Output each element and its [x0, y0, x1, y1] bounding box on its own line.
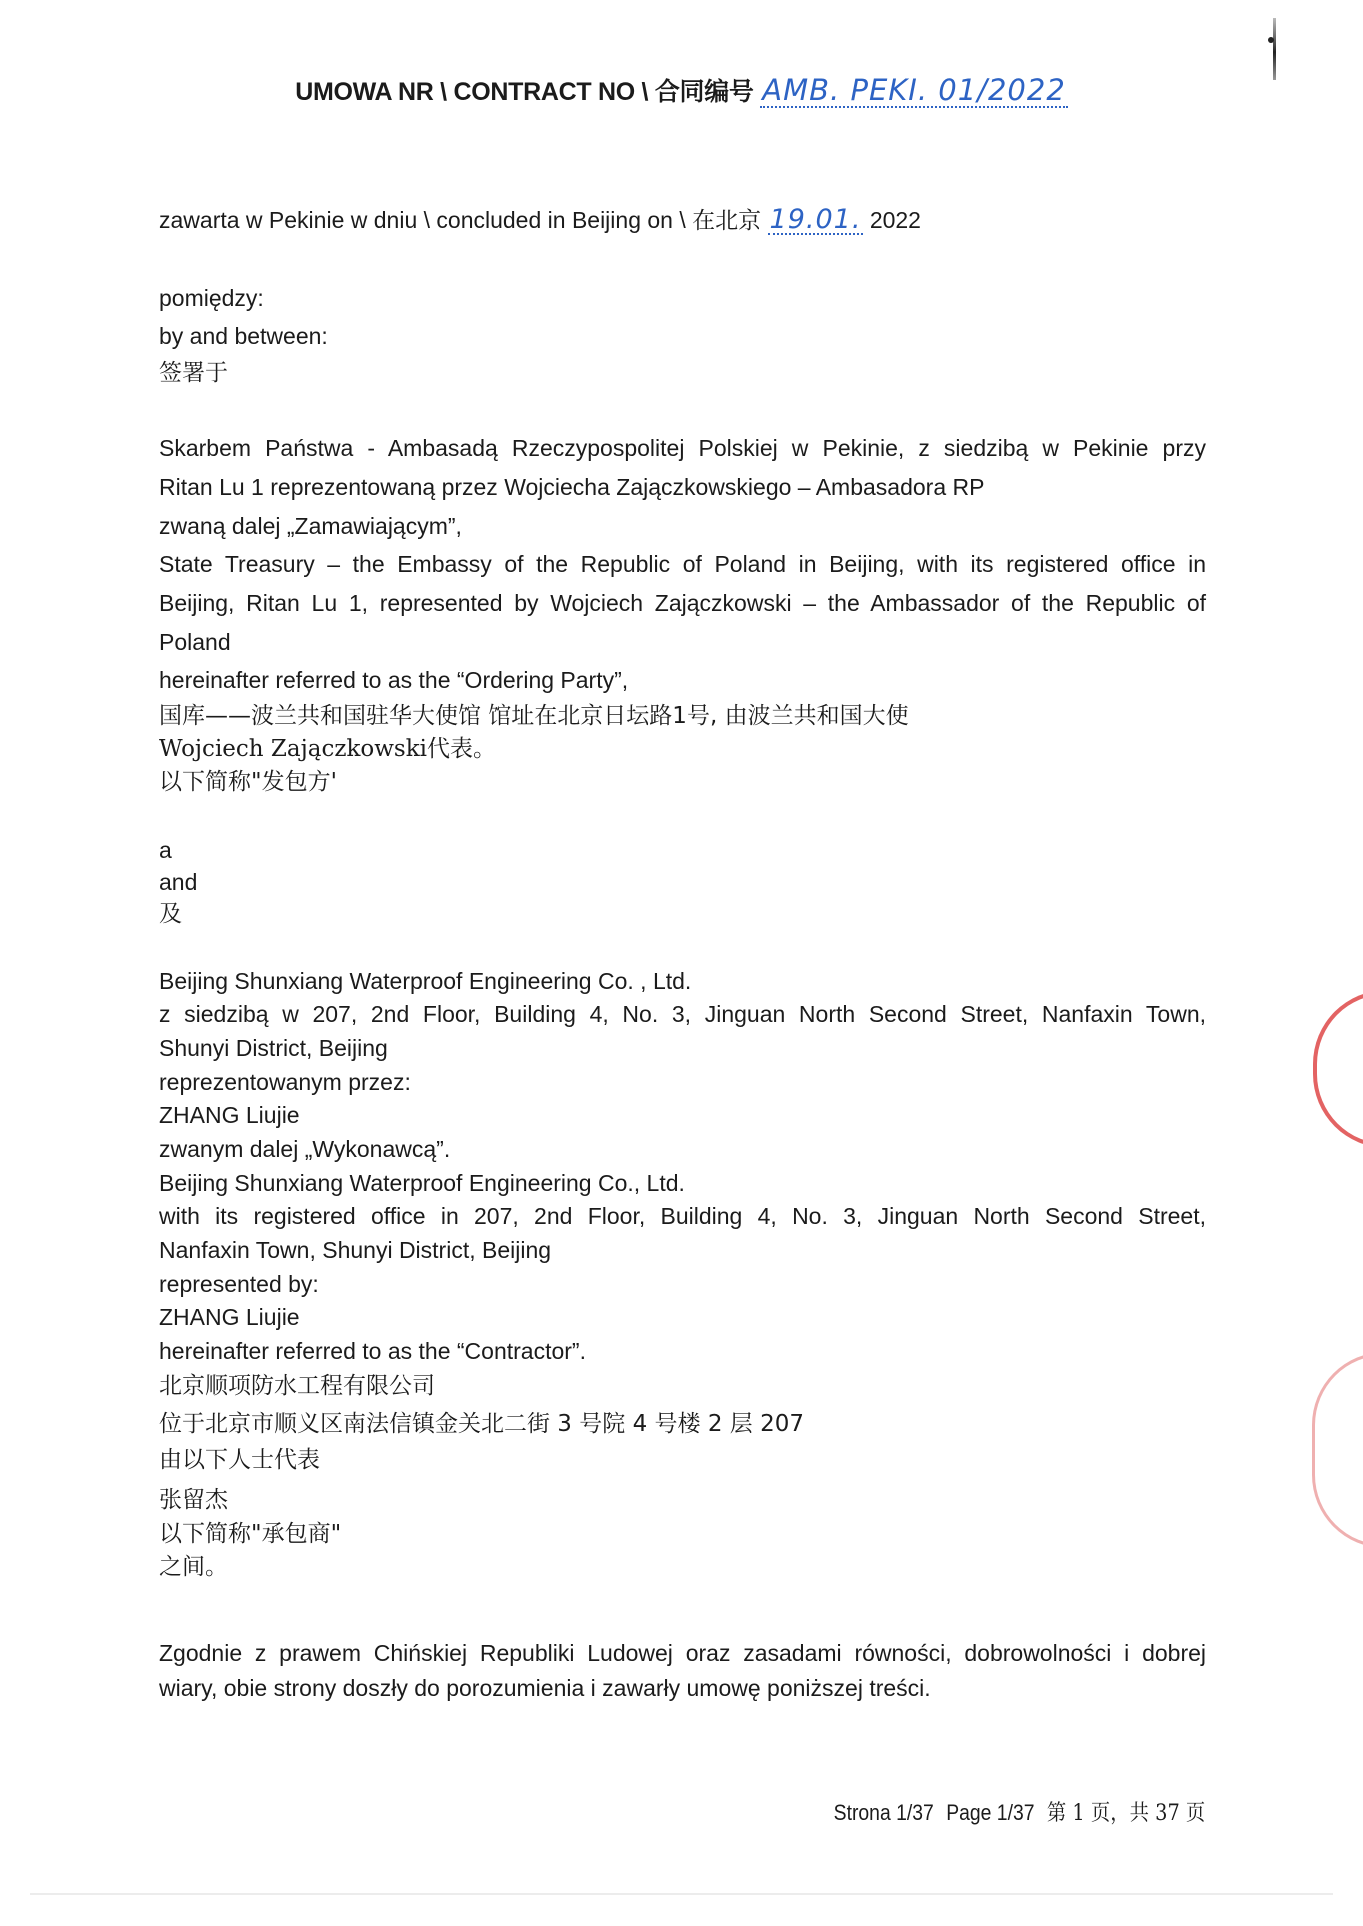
- page-footer: [833, 1796, 1205, 1827]
- ordering-party-pl-line: zwaną dalej „Zamawiającym”,: [159, 513, 462, 539]
- contractor-zh-line: 以下简称"承包商": [159, 1521, 342, 1547]
- ordering-party-en-line: hereinafter referred to as the “Ordering Party”,: [159, 667, 629, 693]
- red-stamp-seal-faded: [1312, 1352, 1363, 1548]
- contractor-en-line: hereinafter referred to as the “Contractor”.: [159, 1338, 586, 1364]
- ordering-party-pl-line: Skarbem Państwa - Ambasadą Rzeczypospolitej Polskiej w Pekinie, z siedzibą w Pekinie przy: [159, 435, 1206, 461]
- scan-edge-line: [30, 1893, 1333, 1895]
- contractor-pl-line: Shunyi District, Beijing: [159, 1035, 388, 1061]
- contractor-en-line: represented by:: [159, 1271, 319, 1297]
- contract-title: [0, 72, 1363, 108]
- contractor-pl-line: z siedzibą w 207, 2nd Floor, Building 4, No. 3, Jinguan North Second Street, Nanfaxin Town,: [159, 1001, 1206, 1027]
- and-pl: a: [159, 837, 172, 863]
- ordering-party-en-line: State Treasury – the Embassy of the Republic of Poland in Beijing, with its registered office in: [159, 551, 1206, 577]
- contractor-zh-line: 北京顺项防水工程有限公司: [159, 1373, 435, 1399]
- contractor-pl-line: zwanym dalej „Wykonawcą”.: [159, 1136, 451, 1162]
- ordering-party-pl-line: Ritan Lu 1 reprezentowaną przez Wojciecha Zajączkowskiego – Ambasadora RP: [159, 474, 985, 500]
- ordering-party-zh-line: 以下简称"发包方': [159, 769, 337, 795]
- between-pl: pomiędzy:: [159, 285, 264, 311]
- contractor-zh-line: 张留杰: [159, 1487, 228, 1513]
- between-zh: 签署于: [159, 360, 228, 386]
- contractor-en-line: with its registered office in 207, 2nd Floor, Building 4, No. 3, Jinguan North Second Street,: [159, 1203, 1206, 1229]
- contract-title-label: UMOWA NR \ CONTRACT NO \ 合同编号: [295, 78, 754, 106]
- contractor-en-line: Beijing Shunxiang Waterproof Engineering Co., Ltd.: [159, 1170, 685, 1196]
- conclusion-text: zawarta w Pekinie w dniu \ concluded in Beijing on \ 在北京: [159, 207, 762, 233]
- and-zh: 及: [159, 901, 182, 927]
- and-en: and: [159, 869, 198, 895]
- contractor-zh-line: 由以下人士代表: [159, 1447, 320, 1473]
- contractor-pl-line: reprezentowanym przez:: [159, 1069, 411, 1095]
- contractor-pl-line: Beijing Shunxiang Waterproof Engineering Co. , Ltd.: [159, 968, 692, 994]
- conclusion-year: 2022: [869, 207, 921, 233]
- closing-line: wiary, obie strony doszły do porozumienia i zawarły umowę poniższej treści.: [159, 1675, 931, 1701]
- contractor-zh-line: 之间。: [159, 1554, 228, 1580]
- contractor-en-line: Nanfaxin Town, Shunyi District, Beijing: [159, 1237, 552, 1263]
- ordering-party-zh-line: Wojciech Zajączkowski代表。: [159, 736, 497, 762]
- closing-line: Zgodnie z prawem Chińskiej Republiki Ludowej oraz zasadami równości, dobrowolności i dobrej: [159, 1640, 1206, 1666]
- conclusion-date-handwritten: 19.01.: [769, 204, 862, 235]
- red-stamp-seal: [1313, 990, 1363, 1148]
- between-en: by and between:: [159, 323, 328, 349]
- ordering-party-en-line: Poland: [159, 629, 231, 655]
- contractor-zh-line: 位于北京市顺义区南法信镇金关北二街 3 号院 4 号楼 2 层 207: [159, 1411, 804, 1437]
- ordering-party-en-line: Beijing, Ritan Lu 1, represented by Wojciech Zajączkowski – the Ambassador of the Republic of: [159, 590, 1206, 616]
- footer-page-zh: 第 1 页，共 37 页: [1046, 1801, 1205, 1826]
- contractor-en-line: ZHANG Liujie: [159, 1304, 300, 1330]
- footer-page-en: Page 1/37: [945, 1800, 1035, 1825]
- conclusion-line: [159, 203, 921, 237]
- contract-number-handwritten: AMB. PEKI. 01/2022: [762, 73, 1066, 107]
- footer-page-pl: Strona 1/37: [833, 1800, 934, 1825]
- margin-mark-dot: [1268, 37, 1274, 43]
- contractor-pl-line: ZHANG Liujie: [159, 1102, 300, 1128]
- ordering-party-zh-line: 国库——波兰共和国驻华大使馆 馆址在北京日坛路1号, 由波兰共和国大使: [159, 703, 909, 729]
- margin-mark: [1273, 18, 1276, 80]
